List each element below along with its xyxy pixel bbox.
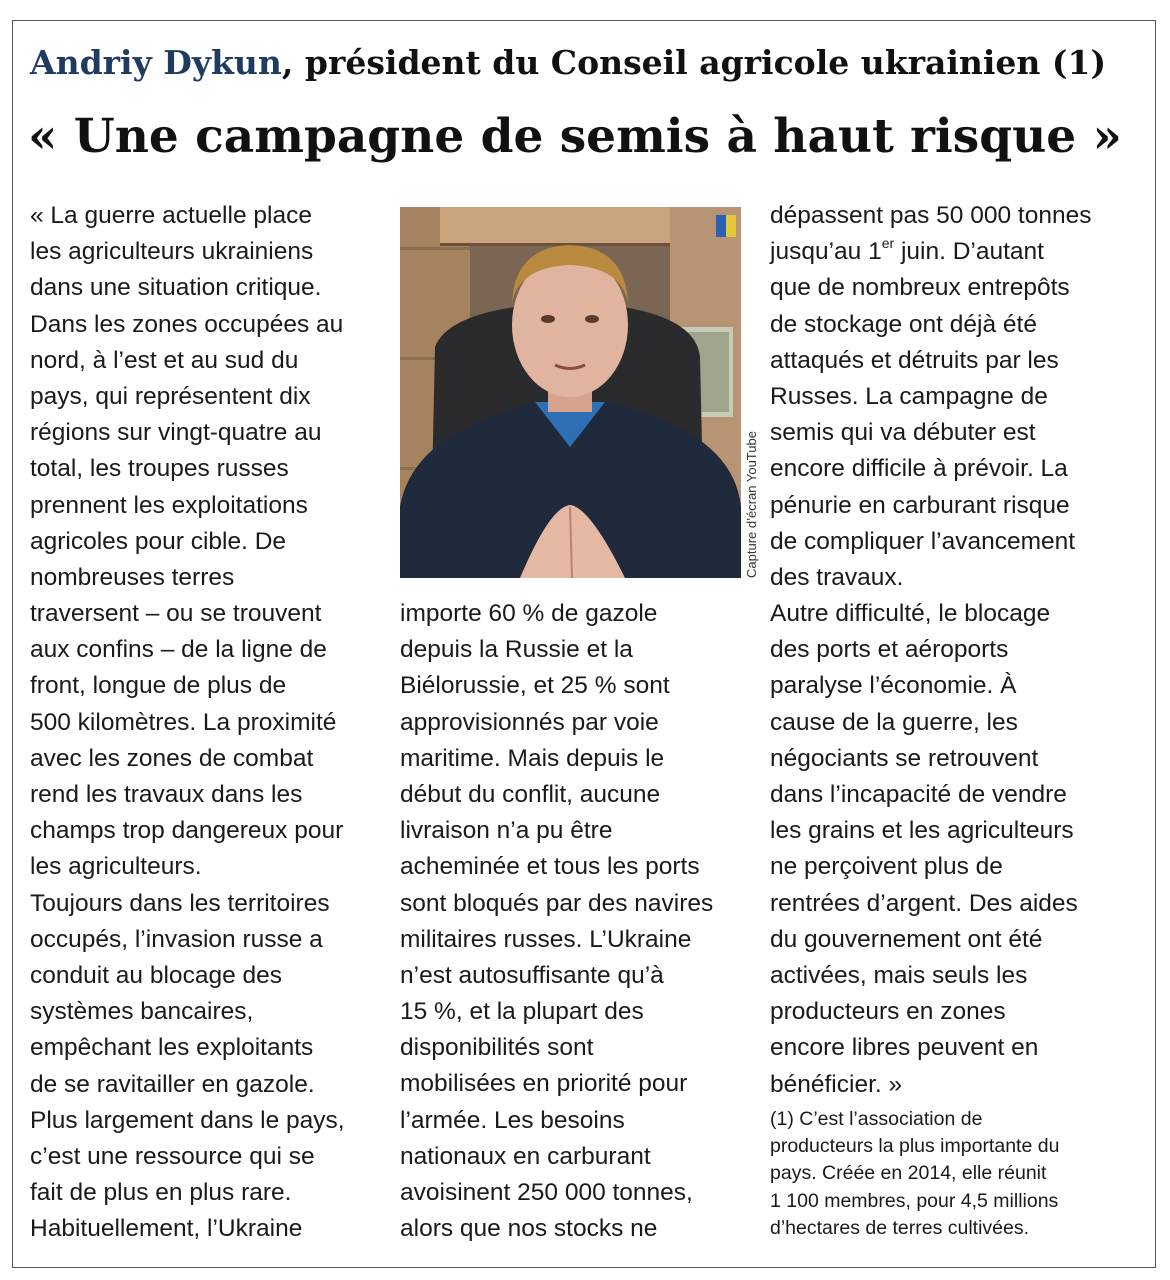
article-column-1 [30, 198, 380, 1247]
text-line: les agriculteurs. [30, 853, 202, 881]
text-line: occupés, l’invasion russe a [30, 925, 323, 953]
text-line: traversent – ou se trouvent [30, 600, 322, 628]
interviewee-role: , président du Conseil agricole ukrainien (1) [281, 43, 1107, 82]
text-line: empêchant les exploitants [30, 1034, 314, 1062]
text-line: livraison n’a pu être [400, 817, 613, 845]
text-line: mobilisées en priorité pour [400, 1070, 688, 1098]
text-line: du gouvernement ont été [770, 925, 1043, 953]
text-line: début du conflit, aucune [400, 780, 661, 808]
text-line: fait de plus en plus rare. [30, 1179, 292, 1207]
text-line: « La guerre actuelle place [30, 202, 312, 229]
text-line: pénurie en carburant risque [770, 491, 1070, 519]
text-line: disponibilités sont [400, 1034, 594, 1062]
text-line: approvisionnés par voie [400, 708, 659, 736]
text-line: des ports et aéroports [770, 636, 1009, 664]
text-line: semis qui va débuter est [770, 419, 1036, 447]
ordinal-superscript: er [881, 235, 895, 252]
text-line [770, 234, 1120, 270]
text-line: attaqués et détruits par les [770, 346, 1059, 374]
text-line: de se ravitailler en gazole. [30, 1070, 315, 1098]
portrait-illustration [400, 207, 741, 578]
text-line: depuis la Russie et la [400, 636, 633, 664]
footnote-line: 1 100 membres, pour 4,5 millions [770, 1189, 1059, 1212]
text-line: Dans les zones occupées au [30, 310, 344, 338]
text-line: les agriculteurs ukrainiens [30, 238, 314, 266]
text-line: avoisinent 250 000 tonnes, [400, 1179, 693, 1206]
text-line: paralyse l’économie. À [770, 672, 1017, 700]
text-line: rend les travaux dans les [30, 781, 303, 808]
text-line: front, longue de plus de [30, 672, 287, 700]
text-line: alors que nos stocks ne [400, 1215, 658, 1243]
text-line: Plus largement dans le pays, [30, 1106, 345, 1134]
text-line: militaires russes. L’Ukraine [400, 925, 692, 953]
text-line: de stockage ont déjà été [770, 310, 1037, 338]
text-line: n’est autosuffisante qu’à [400, 961, 664, 989]
text-line: Habituellement, l’Ukraine [30, 1215, 303, 1243]
text-line: activées, mais seuls les [770, 961, 1028, 989]
text-line: prennent les exploitations [30, 491, 308, 519]
text-line: total, les troupes russes [30, 455, 289, 483]
text-line: Biélorussie, et 25 % sont [400, 672, 670, 700]
text-line: l’armée. Les besoins [400, 1106, 625, 1134]
text-line: producteurs en zones [770, 998, 1006, 1026]
text-line: encore libres peuvent en [770, 1034, 1039, 1062]
text-line: maritime. Mais depuis le [400, 744, 665, 772]
text-line: Toujours dans les territoires [30, 889, 330, 917]
text-line: bénéficier. » [770, 1070, 903, 1098]
text-line: systèmes bancaires, [30, 998, 254, 1026]
text-line: dans une situation critique. [30, 274, 322, 302]
text-line: les grains et les agriculteurs [770, 817, 1074, 845]
interviewee-name: Andriy Dykun [30, 43, 282, 82]
text-line: importe 60 % de gazole [400, 600, 658, 627]
text-line: négociants se retrouvent [770, 744, 1039, 772]
footnote [770, 1106, 1120, 1242]
text-line: rentrées d’argent. Des aides [770, 889, 1078, 917]
text-line: nombreuses terres [30, 563, 235, 591]
footnote-line: pays. Créée en 2014, elle réunit [770, 1162, 1047, 1185]
text-line: cause de la guerre, les [770, 708, 1018, 736]
text-line: dans l’incapacité de vendre [770, 781, 1067, 808]
text-line: c’est une ressource qui se [30, 1142, 315, 1170]
text-line: que de nombreux entrepôts [770, 274, 1070, 302]
text-line: 500 kilomètres. La proximité [30, 708, 337, 736]
text-fragment: juin. D’autant [894, 238, 1044, 266]
text-line: ne perçoivent plus de [770, 853, 1003, 881]
text-line: nord, à l’est et au sud du [30, 346, 299, 374]
text-line: pays, qui représentent dix [30, 382, 311, 410]
text-line: dépassent pas 50 000 tonnes [770, 202, 1092, 229]
text-line: Autre difficulté, le blocage [770, 600, 1051, 628]
text-line: acheminée et tous les ports [400, 853, 700, 881]
headline: « Une campagne de semis à haut risque » [28, 109, 1122, 164]
portrait-photo [400, 207, 741, 578]
text-line: nationaux en carburant [400, 1142, 651, 1170]
text-line: Russes. La campagne de [770, 382, 1048, 410]
text-line: champs trop dangereux pour [30, 817, 344, 845]
text-line: encore difficile à prévoir. La [770, 455, 1068, 483]
article-column-2 [400, 596, 750, 1247]
text-fragment: jusqu’au 1 [770, 238, 882, 266]
text-line: régions sur vingt-quatre au [30, 419, 322, 447]
footnote-line: (1) C’est l’association de [770, 1108, 983, 1130]
text-line: des travaux. [770, 563, 904, 591]
text-line: agricoles pour cible. De [30, 527, 287, 555]
footnote-line: d’hectares de terres cultivées. [770, 1216, 1030, 1239]
photo-credit-text: Capture d’écran YouTube [744, 431, 759, 578]
kicker [30, 38, 1130, 88]
photo-credit [744, 431, 760, 594]
text-line: conduit au blocage des [30, 961, 282, 989]
text-line: aux confins – de la ligne de [30, 636, 327, 664]
text-line: 15 %, et la plupart des [400, 998, 644, 1026]
text-line: sont bloqués par des navires [400, 889, 714, 917]
footnote-line: producteurs la plus importante du [770, 1135, 1060, 1158]
text-line: de compliquer l’avancement [770, 527, 1076, 555]
article-column-3 [770, 198, 1120, 1103]
text-line: avec les zones de combat [30, 744, 314, 772]
